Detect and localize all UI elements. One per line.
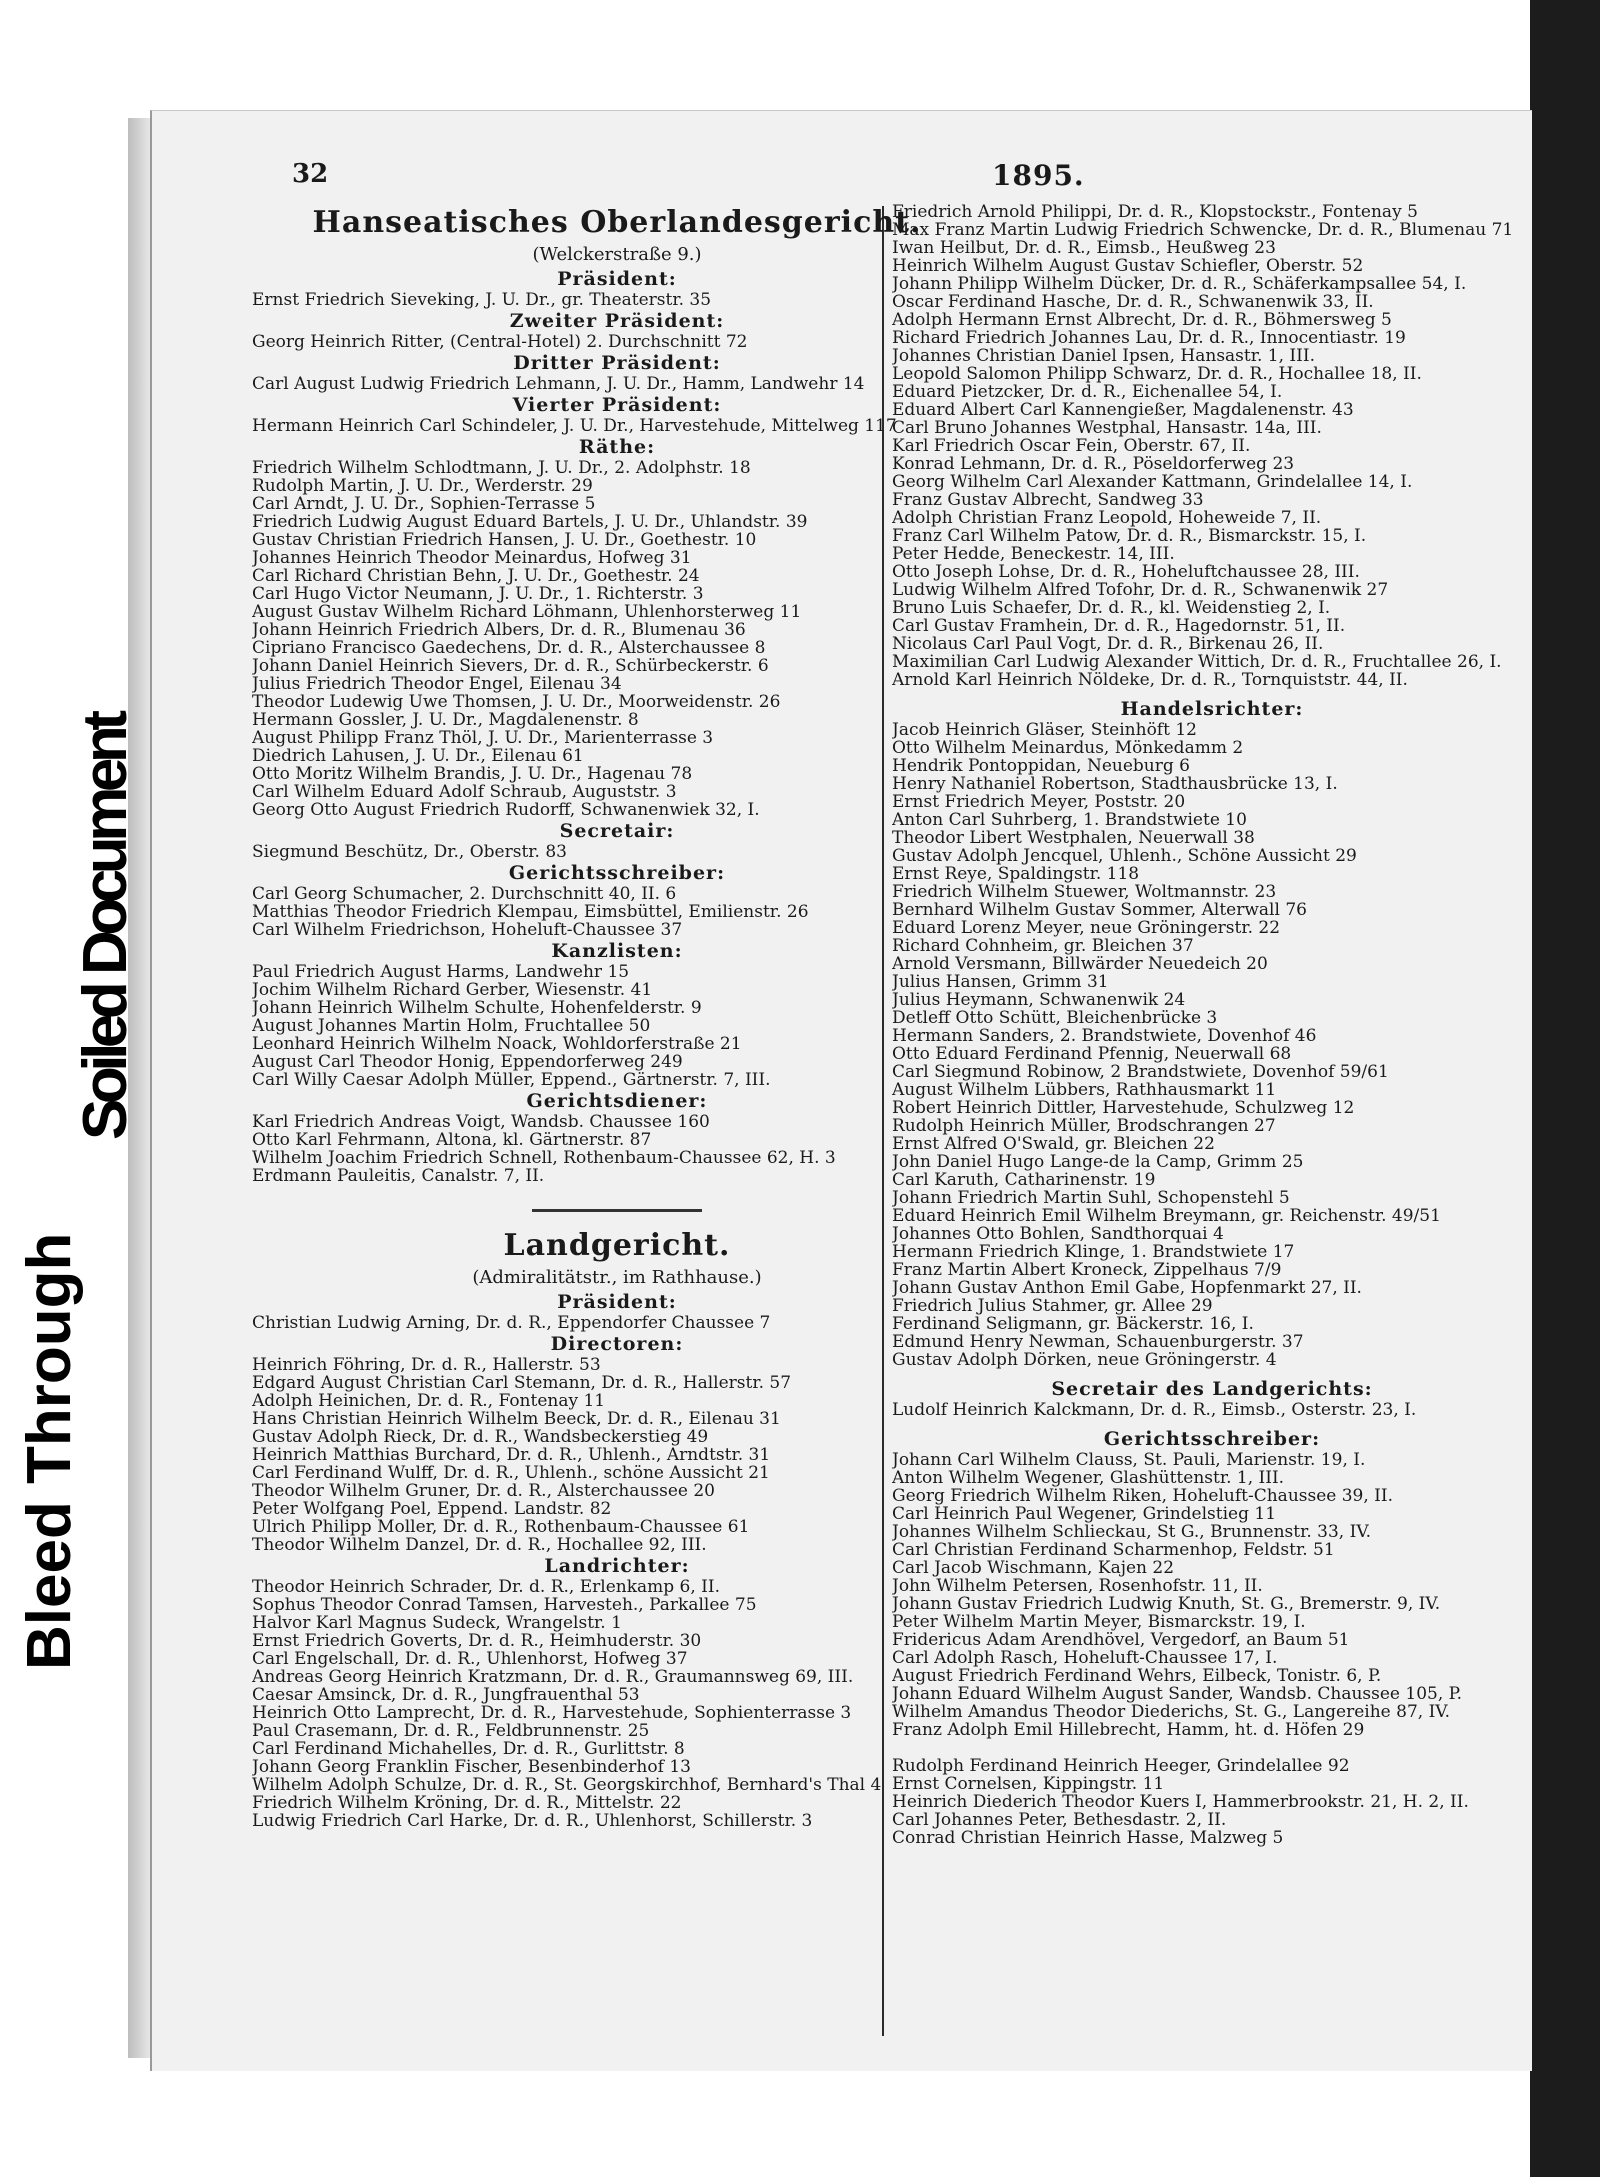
list-item: Carl Richard Christian Behn, J. U. Dr., Goethestr. 24 bbox=[252, 567, 700, 585]
olg-zweiter-entry: Georg Heinrich Ritter, (Central-Hotel) 2. Durchschnitt 72 bbox=[252, 333, 748, 351]
page-header bbox=[292, 159, 1532, 199]
list-item: Theodor Heinrich Schrader, Dr. d. R., Erlenkamp 6, II. bbox=[252, 1578, 721, 1596]
list-item: Peter Wolfgang Poel, Eppend. Landstr. 82 bbox=[252, 1500, 612, 1518]
list-item: Paul Friedrich August Harms, Landwehr 15 bbox=[252, 963, 630, 981]
list-item: Robert Heinrich Dittler, Harvestehude, Schulzweg 12 bbox=[892, 1099, 1355, 1117]
list-item: Carl Engelschall, Dr. d. R., Uhlenhorst, Hofweg 37 bbox=[252, 1650, 688, 1668]
list-item: Carl Willy Caesar Adolph Müller, Eppend., Gärtnerstr. 7, III. bbox=[252, 1071, 771, 1089]
list-item: Anton Wilhelm Wegener, Glashüttenstr. 1, III. bbox=[892, 1469, 1285, 1487]
list-item: August Wilhelm Lübbers, Rathhausmarkt 11 bbox=[892, 1081, 1277, 1099]
lg-gerichtsschreiber-heading: Gerichtsschreiber: bbox=[1103, 1428, 1321, 1450]
list-item: Carl Hugo Victor Neumann, J. U. Dr., 1. Richterstr. 3 bbox=[252, 585, 704, 603]
list-item: August Friedrich Ferdinand Wehrs, Eilbeck, Tonistr. 6, P. bbox=[892, 1667, 1382, 1685]
list-item: Friedrich Wilhelm Stuewer, Woltmannstr. 23 bbox=[892, 883, 1277, 901]
list-item: Konrad Lehmann, Dr. d. R., Pöseldorferweg 23 bbox=[892, 455, 1295, 473]
list-item: Oscar Ferdinand Hasche, Dr. d. R., Schwanenwik 33, II. bbox=[892, 293, 1374, 311]
list-item: John Daniel Hugo Lange-de la Camp, Grimm 25 bbox=[892, 1153, 1304, 1171]
list-item: Gustav Adolph Rieck, Dr. d. R., Wandsbeckerstieg 49 bbox=[252, 1428, 709, 1446]
list-item: Carl Wilhelm Eduard Adolf Schraub, Auguststr. 3 bbox=[252, 783, 677, 801]
list-item: Rudolph Martin, J. U. Dr., Werderstr. 29 bbox=[252, 477, 593, 495]
page-year: 1895. bbox=[992, 159, 1085, 192]
handelsrichter-heading: Handelsrichter: bbox=[1120, 698, 1304, 720]
list-item: Anton Carl Suhrberg, 1. Brandstwiete 10 bbox=[892, 811, 1247, 829]
olg-vierter-heading: Vierter Präsident: bbox=[512, 394, 722, 416]
list-item: Wilhelm Amandus Theodor Diederichs, St. G., Langereihe 87, IV. bbox=[892, 1703, 1451, 1721]
list-item: Friedrich Wilhelm Schlodtmann, J. U. Dr., 2. Adolphstr. 18 bbox=[252, 459, 751, 477]
list-item: Matthias Theodor Friedrich Klempau, Eimsbüttel, Emilienstr. 26 bbox=[252, 903, 809, 921]
list-item: Detleff Otto Schütt, Bleichenbrücke 3 bbox=[892, 1009, 1218, 1027]
list-item: Hendrik Pontoppidan, Neueburg 6 bbox=[892, 757, 1190, 775]
list-item: Adolph Heinichen, Dr. d. R., Fontenay 11 bbox=[252, 1392, 606, 1410]
list-item: Julius Friedrich Theodor Engel, Eilenau 34 bbox=[252, 675, 622, 693]
list-item: Johann Friedrich Martin Suhl, Schopenstehl 5 bbox=[892, 1189, 1290, 1207]
soiled-document-label: Soiled Document bbox=[71, 710, 138, 1140]
list-item: Franz Adolph Emil Hillebrecht, Hamm, ht. d. Höfen 29 bbox=[892, 1721, 1365, 1739]
list-item: Paul Crasemann, Dr. d. R., Feldbrunnenstr. 25 bbox=[252, 1722, 650, 1740]
lg-praesident-heading: Präsident: bbox=[557, 1291, 677, 1313]
list-item: Johann Gustav Anthon Emil Gabe, Hopfenmarkt 27, II. bbox=[892, 1279, 1362, 1297]
list-item: Carl Georg Schumacher, 2. Durchschnitt 40, II. 6 bbox=[252, 885, 677, 903]
list-item: Georg Wilhelm Carl Alexander Kattmann, Grindelallee 14, I. bbox=[892, 473, 1413, 491]
list-item: Max Franz Martin Ludwig Friedrich Schwencke, Dr. d. R., Blumenau 71 bbox=[892, 221, 1514, 239]
olg-title: Hanseatisches Oberlandesgericht. bbox=[312, 205, 922, 240]
directory-page bbox=[150, 110, 1532, 2071]
right-column bbox=[892, 203, 1532, 1847]
list-item: Hermann Gossler, J. U. Dr., Magdalenenstr. 8 bbox=[252, 711, 639, 729]
list-item: Heinrich Otto Lamprecht, Dr. d. R., Harvestehude, Sophienterrasse 3 bbox=[252, 1704, 852, 1722]
list-item: Theodor Ludewig Uwe Thomsen, J. U. Dr., Moorweidenstr. 26 bbox=[252, 693, 781, 711]
list-item: Ludwig Friedrich Carl Harke, Dr. d. R., Uhlenhorst, Schillerstr. 3 bbox=[252, 1812, 813, 1830]
list-item: Carl Bruno Johannes Westphal, Hansastr. 14a, III. bbox=[892, 419, 1322, 437]
list-item: Carl Jacob Wischmann, Kajen 22 bbox=[892, 1559, 1175, 1577]
list-item: Bernhard Wilhelm Gustav Sommer, Alterwall 76 bbox=[892, 901, 1307, 919]
olg-zweiter-heading: Zweiter Präsident: bbox=[509, 310, 725, 332]
list-item: Diedrich Lahusen, J. U. Dr., Eilenau 61 bbox=[252, 747, 584, 765]
list-item: Friedrich Wilhelm Kröning, Dr. d. R., Mittelstr. 22 bbox=[252, 1794, 682, 1812]
list-item: Georg Friedrich Wilhelm Riken, Hoheluft-Chaussee 39, II. bbox=[892, 1487, 1394, 1505]
scan-quality-label-svg bbox=[8, 640, 138, 1680]
list-item: Carl Johannes Peter, Bethesdastr. 2, II. bbox=[892, 1811, 1227, 1829]
list-item: Eduard Pietzcker, Dr. d. R., Eichenallee 54, I. bbox=[892, 383, 1283, 401]
list-item: Carl Gustav Framhein, Dr. d. R., Hagedornstr. 51, II. bbox=[892, 617, 1346, 635]
list-item: Ludwig Wilhelm Alfred Tofohr, Dr. d. R., Schwanenwik 27 bbox=[892, 581, 1389, 599]
olg-secretair-entry: Siegmund Beschütz, Dr., Oberstr. 83 bbox=[252, 843, 567, 861]
list-item: Bruno Luis Schaefer, Dr. d. R., kl. Weidenstieg 2, I. bbox=[892, 599, 1331, 617]
section-rule bbox=[532, 1209, 702, 1212]
list-item: Carl Heinrich Paul Wegener, Grindelstieg 11 bbox=[892, 1505, 1277, 1523]
list-item: Ernst Reye, Spaldingstr. 118 bbox=[892, 865, 1140, 883]
bleed-through-label: Bleed Through bbox=[15, 1232, 84, 1670]
list-item: Johann Philipp Wilhelm Dücker, Dr. d. R., Schäferkampsallee 54, I. bbox=[892, 275, 1467, 293]
list-item: Johann Heinrich Wilhelm Schulte, Hohenfelderstr. 9 bbox=[252, 999, 702, 1017]
list-item: Eduard Heinrich Emil Wilhelm Breymann, gr. Reichenstr. 49/51 bbox=[892, 1207, 1441, 1225]
list-item: Hermann Friedrich Klinge, 1. Brandstwiete 17 bbox=[892, 1243, 1295, 1261]
list-item: Fridericus Adam Arendhövel, Vergedorf, an Baum 51 bbox=[892, 1631, 1350, 1649]
lg-landrichter-heading: Landrichter: bbox=[544, 1555, 690, 1577]
list-item: Eduard Albert Carl Kannengießer, Magdalenenstr. 43 bbox=[892, 401, 1354, 419]
list-item: Johann Heinrich Friedrich Albers, Dr. d. R., Blumenau 36 bbox=[252, 621, 746, 639]
lg-directoren-heading: Directoren: bbox=[550, 1333, 684, 1355]
list-item: Sophus Theodor Conrad Tamsen, Harvesteh., Parkallee 75 bbox=[252, 1596, 757, 1614]
list-item: Heinrich Diederich Theodor Kuers I, Hammerbrookstr. 21, H. 2, II. bbox=[892, 1793, 1469, 1811]
list-item: John Wilhelm Petersen, Rosenhofstr. 11, II. bbox=[892, 1577, 1263, 1595]
list-item: Carl Ferdinand Michahelles, Dr. d. R., Gurlittstr. 8 bbox=[252, 1740, 685, 1758]
list-item: Adolph Christian Franz Leopold, Hoheweide 7, II. bbox=[892, 509, 1322, 527]
olg-praesident-entry: Ernst Friedrich Sieveking, J. U. Dr., gr. Theaterstr. 35 bbox=[252, 291, 712, 309]
list-item: Carl Christian Ferdinand Scharmenhop, Feldstr. 51 bbox=[892, 1541, 1335, 1559]
lg-secretair-heading: Secretair des Landgerichts: bbox=[1051, 1378, 1373, 1400]
list-item: August Johannes Martin Holm, Fruchtallee 50 bbox=[252, 1017, 651, 1035]
list-item: Edgard August Christian Carl Stemann, Dr. d. R., Hallerstr. 57 bbox=[252, 1374, 792, 1392]
list-item: August Philipp Franz Thöl, J. U. Dr., Marienterrasse 3 bbox=[252, 729, 714, 747]
list-item: Ernst Friedrich Goverts, Dr. d. R., Heimhuderstr. 30 bbox=[252, 1632, 702, 1650]
list-item: Peter Hedde, Beneckestr. 14, III. bbox=[892, 545, 1175, 563]
list-item: Henry Nathaniel Robertson, Stadthausbrücke 13, I. bbox=[892, 775, 1338, 793]
list-item: Heinrich Wilhelm August Gustav Schiefler, Oberstr. 52 bbox=[892, 257, 1364, 275]
list-item: Theodor Wilhelm Danzel, Dr. d. R., Hochallee 92, III. bbox=[252, 1536, 707, 1554]
list-item: Jacob Heinrich Gläser, Steinhöft 12 bbox=[892, 721, 1197, 739]
list-item: Richard Friedrich Johannes Lau, Dr. d. R., Innocentiastr. 19 bbox=[892, 329, 1406, 347]
list-item: Heinrich Föhring, Dr. d. R., Hallerstr. 53 bbox=[252, 1356, 601, 1374]
list-item: Wilhelm Joachim Friedrich Schnell, Rothenbaum-Chaussee 62, H. 3 bbox=[252, 1149, 836, 1167]
lg-title: Landgericht. bbox=[503, 1228, 731, 1263]
olg-gerichtsdiener-heading: Gerichtsdiener: bbox=[526, 1090, 708, 1112]
list-item: Gustav Adolph Dörken, neue Gröningerstr. 4 bbox=[892, 1351, 1277, 1369]
list-item: Gustav Christian Friedrich Hansen, J. U. Dr., Goethestr. 10 bbox=[252, 531, 757, 549]
list-item: Caesar Amsinck, Dr. d. R., Jungfrauenthal 53 bbox=[252, 1686, 640, 1704]
list-item: Nicolaus Carl Paul Vogt, Dr. d. R., Birkenau 26, II. bbox=[892, 635, 1324, 653]
list-item: Gustav Adolph Jencquel, Uhlenh., Schöne Aussicht 29 bbox=[892, 847, 1357, 865]
lg-secretair-entry: Ludolf Heinrich Kalckmann, Dr. d. R., Eimsb., Osterstr. 23, I. bbox=[892, 1401, 1417, 1419]
list-item: Johannes Wilhelm Schlieckau, St G., Brunnenstr. 33, IV. bbox=[892, 1523, 1372, 1541]
olg-gerichtsschreiber-heading: Gerichtsschreiber: bbox=[508, 862, 726, 884]
list-item: Hans Christian Heinrich Wilhelm Beeck, Dr. d. R., Eilenau 31 bbox=[252, 1410, 781, 1428]
list-item: Johann Georg Franklin Fischer, Besenbinderhof 13 bbox=[252, 1758, 691, 1776]
list-item: Otto Eduard Ferdinand Pfennig, Neuerwall 68 bbox=[892, 1045, 1292, 1063]
list-item: Theodor Libert Westphalen, Neuerwall 38 bbox=[892, 829, 1255, 847]
left-column bbox=[252, 203, 982, 1830]
list-item: Carl Ferdinand Wulff, Dr. d. R., Uhlenh., schöne Aussicht 21 bbox=[252, 1464, 770, 1482]
list-item: Heinrich Matthias Burchard, Dr. d. R., Uhlenh., Arndtstr. 31 bbox=[252, 1446, 771, 1464]
list-item: Johannes Christian Daniel Ipsen, Hansastr. 1, III. bbox=[892, 347, 1315, 365]
list-item: Otto Moritz Wilhelm Brandis, J. U. Dr., Hagenau 78 bbox=[252, 765, 693, 783]
list-item: Maximilian Carl Ludwig Alexander Wittich, Dr. d. R., Fruchtallee 26, I. bbox=[892, 653, 1502, 671]
list-item: Friedrich Julius Stahmer, gr. Allee 29 bbox=[892, 1297, 1213, 1315]
list-item: Rudolph Ferdinand Heinrich Heeger, Grindelallee 92 bbox=[892, 1757, 1350, 1775]
list-item: Ernst Cornelsen, Kippingstr. 11 bbox=[892, 1775, 1165, 1793]
list-item: Adolph Hermann Ernst Albrecht, Dr. d. R., Böhmersweg 5 bbox=[892, 311, 1392, 329]
list-item: Carl Adolph Rasch, Hoheluft-Chaussee 17, I. bbox=[892, 1649, 1278, 1667]
list-item: Andreas Georg Heinrich Kratzmann, Dr. d. R., Graumannsweg 69, III. bbox=[252, 1668, 854, 1686]
list-item: August Carl Theodor Honig, Eppendorferweg 249 bbox=[252, 1053, 683, 1071]
list-item: Leonhard Heinrich Wilhelm Noack, Wohldorferstraße 21 bbox=[252, 1035, 742, 1053]
list-item: Leopold Salomon Philipp Schwarz, Dr. d. R., Hochallee 18, II. bbox=[892, 365, 1422, 383]
list-item: Johann Eduard Wilhelm August Sander, Wandsb. Chaussee 105, P. bbox=[892, 1685, 1463, 1703]
list-item: Carl Siegmund Robinow, 2 Brandstwiete, Dovenhof 59/61 bbox=[892, 1063, 1389, 1081]
list-item: Johann Daniel Heinrich Sievers, Dr. d. R., Schürbeckerstr. 6 bbox=[252, 657, 769, 675]
list-item: Franz Carl Wilhelm Patow, Dr. d. R., Bismarckstr. 15, I. bbox=[892, 527, 1367, 545]
olg-vierter-entry: Hermann Heinrich Carl Schindeler, J. U. Dr., Harvestehude, Mittelweg 117 bbox=[252, 417, 897, 435]
list-item: Cipriano Francisco Gaedechens, Dr. d. R., Alsterchaussee 8 bbox=[252, 639, 766, 657]
list-item: Carl Karuth, Catharinenstr. 19 bbox=[892, 1171, 1156, 1189]
list-item: Otto Joseph Lohse, Dr. d. R., Hoheluftchaussee 28, III. bbox=[892, 563, 1360, 581]
list-item: Friedrich Arnold Philippi, Dr. d. R., Klopstockstr., Fontenay 5 bbox=[892, 203, 1418, 221]
list-item: Edmund Henry Newman, Schauenburgerstr. 37 bbox=[892, 1333, 1304, 1351]
list-item: Ernst Alfred O'Swald, gr. Bleichen 22 bbox=[892, 1135, 1215, 1153]
lg-praesident-entry: Christian Ludwig Arning, Dr. d. R., Eppendorfer Chaussee 7 bbox=[252, 1314, 771, 1332]
list-item: Iwan Heilbut, Dr. d. R., Eimsb., Heußweg 23 bbox=[892, 239, 1276, 257]
list-item: Hermann Sanders, 2. Brandstwiete, Dovenhof 46 bbox=[892, 1027, 1317, 1045]
list-item: Rudolph Heinrich Müller, Brodschrangen 27 bbox=[892, 1117, 1276, 1135]
list-item: Richard Cohnheim, gr. Bleichen 37 bbox=[892, 937, 1194, 955]
list-item: Erdmann Pauleitis, Canalstr. 7, II. bbox=[252, 1167, 545, 1185]
list-item: Theodor Wilhelm Gruner, Dr. d. R., Alsterchaussee 20 bbox=[252, 1482, 715, 1500]
olg-kanzlisten-heading: Kanzlisten: bbox=[551, 940, 683, 962]
list-item: Johannes Otto Bohlen, Sandthorquai 4 bbox=[892, 1225, 1224, 1243]
list-item: Franz Martin Albert Kroneck, Zippelhaus 7/9 bbox=[892, 1261, 1282, 1279]
olg-address: (Welckerstraße 9.) bbox=[532, 244, 702, 265]
list-item: Johann Gustav Friedrich Ludwig Knuth, St. G., Bremerstr. 9, IV. bbox=[892, 1595, 1441, 1613]
list-item: Halvor Karl Magnus Sudeck, Wrangelstr. 1 bbox=[252, 1614, 622, 1632]
list-item: Ferdinand Seligmann, gr. Bäckerstr. 16, I. bbox=[892, 1315, 1254, 1333]
list-item: Franz Gustav Albrecht, Sandweg 33 bbox=[892, 491, 1204, 509]
list-item: Carl Wilhelm Friedrichson, Hoheluft-Chaussee 37 bbox=[252, 921, 683, 939]
list-item: Julius Hansen, Grimm 31 bbox=[892, 973, 1109, 991]
page-number: 32 bbox=[292, 159, 329, 189]
list-item: August Gustav Wilhelm Richard Löhmann, Uhlenhorsterweg 11 bbox=[252, 603, 802, 621]
list-item: Johannes Heinrich Theodor Meinardus, Hofweg 31 bbox=[252, 549, 692, 567]
scan-quality-label bbox=[8, 640, 138, 1680]
list-item: Eduard Lorenz Meyer, neue Gröningerstr. 22 bbox=[892, 919, 1281, 937]
olg-dritter-entry: Carl August Ludwig Friedrich Lehmann, J. U. Dr., Hamm, Landwehr 14 bbox=[252, 375, 865, 393]
list-item: Carl Arndt, J. U. Dr., Sophien-Terrasse 5 bbox=[252, 495, 596, 513]
olg-dritter-heading: Dritter Präsident: bbox=[513, 352, 721, 374]
list-item: Otto Wilhelm Meinardus, Mönkedamm 2 bbox=[892, 739, 1244, 757]
list-item: Arnold Versmann, Billwärder Neuedeich 20 bbox=[892, 955, 1268, 973]
list-item: Karl Friedrich Andreas Voigt, Wandsb. Chaussee 160 bbox=[252, 1113, 710, 1131]
list-item: Julius Heymann, Schwanenwik 24 bbox=[892, 991, 1186, 1009]
scanner-edge bbox=[1530, 0, 1600, 2177]
list-item: Friedrich Ludwig August Eduard Bartels, J. U. Dr., Uhlandstr. 39 bbox=[252, 513, 808, 531]
list-item: Jochim Wilhelm Richard Gerber, Wiesenstr. 41 bbox=[252, 981, 653, 999]
list-item: Ulrich Philipp Moller, Dr. d. R., Rothenbaum-Chaussee 61 bbox=[252, 1518, 750, 1536]
olg-praesident-heading: Präsident: bbox=[557, 268, 677, 290]
lg-address: (Admiralitätstr., im Rathhause.) bbox=[472, 1267, 762, 1288]
olg-secretair-heading: Secretair: bbox=[559, 820, 675, 842]
list-item: Otto Karl Fehrmann, Altona, kl. Gärtnerstr. 87 bbox=[252, 1131, 652, 1149]
list-item: Georg Otto August Friedrich Rudorff, Schwanenwiek 32, I. bbox=[252, 801, 760, 819]
list-item: Arnold Karl Heinrich Nöldeke, Dr. d. R., Tornquiststr. 44, II. bbox=[892, 671, 1408, 689]
list-item: Ernst Friedrich Meyer, Poststr. 20 bbox=[892, 793, 1186, 811]
list-item: Wilhelm Adolph Schulze, Dr. d. R., St. Georgskirchhof, Bernhard's Thal 4 bbox=[252, 1776, 882, 1794]
list-item: Peter Wilhelm Martin Meyer, Bismarckstr. 19, I. bbox=[892, 1613, 1306, 1631]
list-item: Johann Carl Wilhelm Clauss, St. Pauli, Marienstr. 19, I. bbox=[892, 1451, 1366, 1469]
list-item: Karl Friedrich Oscar Fein, Oberstr. 67, II. bbox=[892, 437, 1251, 455]
olg-raethe-heading: Räthe: bbox=[578, 436, 656, 458]
list-item: Conrad Christian Heinrich Hasse, Malzweg 5 bbox=[892, 1829, 1284, 1847]
